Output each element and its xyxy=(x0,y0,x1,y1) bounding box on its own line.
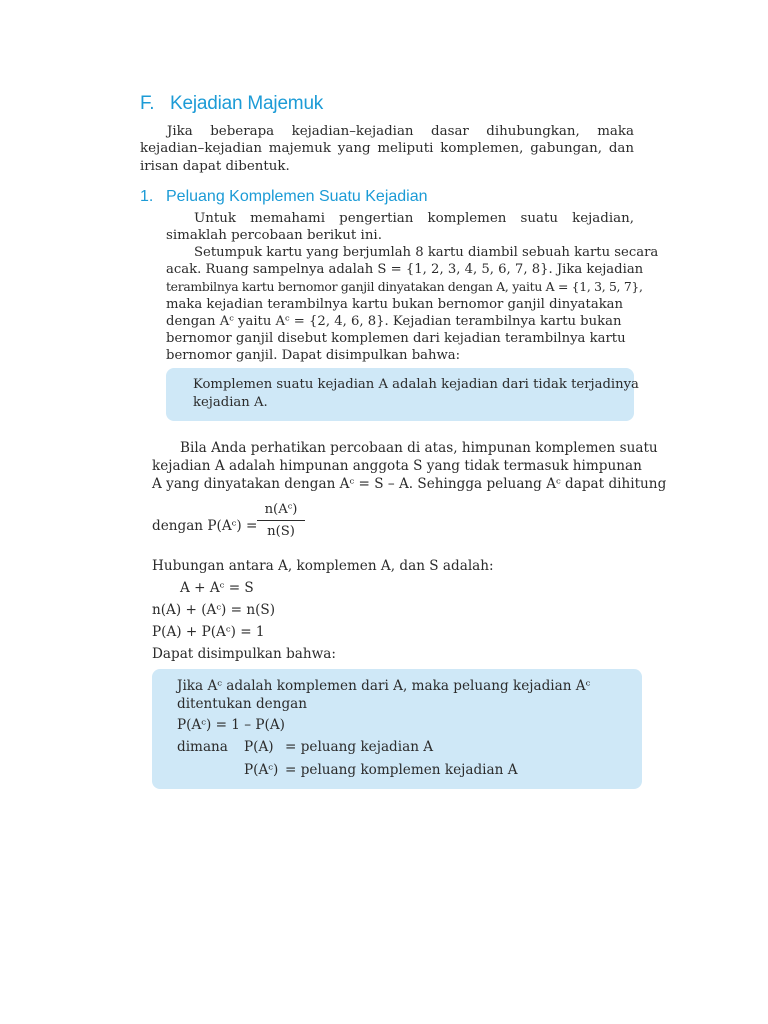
formula-prefix: dengan P(Aᶜ) = xyxy=(152,518,258,534)
relations-intro: Hubungan antara A, komplemen A, dan S adalah: xyxy=(152,558,494,574)
subsection-heading xyxy=(140,188,428,206)
formula-box-desc: = peluang kejadian A xyxy=(285,739,434,755)
fraction-numerator: n(Aᶜ) xyxy=(257,502,305,521)
paragraph-line: kejadian A adalah himpunan anggota S yang tidak termasuk himpunan xyxy=(152,458,642,474)
paragraph-line: Bila Anda perhatikan percobaan di atas, himpunan komplemen suatu xyxy=(180,440,658,456)
subsection-number: 1. xyxy=(140,188,154,205)
example-line: bernomor ganjil. Dapat disimpulkan bahwa: xyxy=(166,348,461,363)
example-line: bernomor ganjil disebut komplemen dari kejadian terambilnya kartu xyxy=(166,331,626,346)
formula-box-line: Jika Aᶜ adalah komplemen dari A, maka peluang kejadian Aᶜ xyxy=(177,678,591,694)
relation-equation: P(A) + P(Aᶜ) = 1 xyxy=(152,624,265,640)
formula-box-label: dimana xyxy=(177,739,228,755)
example-line: Setumpuk kartu yang berjumlah 8 kartu diambil sebuah kartu secara xyxy=(194,245,659,260)
complement-fraction xyxy=(257,502,305,539)
example-line: terambilnya kartu bernomor ganjil dinyatakan dengan A, yaitu A = {1, 3, 5, 7}, xyxy=(166,279,643,294)
formula-box-line: ditentukan dengan xyxy=(177,696,308,712)
formula-box-term: P(A) xyxy=(244,739,274,755)
section-title: Kejadian Majemuk xyxy=(170,93,324,114)
subsection-title: Peluang Komplemen Suatu Kejadian xyxy=(166,188,428,205)
relation-equation: A + Aᶜ = S xyxy=(180,580,254,596)
relation-equation: n(A) + (Aᶜ) = n(S) xyxy=(152,602,276,618)
formula-box-equation: P(Aᶜ) = 1 – P(A) xyxy=(177,717,285,733)
example-line: maka kejadian terambilnya kartu bukan bernomor ganjil dinyatakan xyxy=(166,297,624,312)
formula-box-term: P(Aᶜ) xyxy=(244,762,279,778)
example-line: dengan Aᶜ yaitu Aᶜ = {2, 4, 6, 8}. Kejadian terambilnya kartu bukan xyxy=(166,314,622,329)
formula-box-desc: = peluang komplemen kejadian A xyxy=(285,762,518,778)
paragraph-line: A yang dinyatakan dengan Aᶜ = S – A. Sehingga peluang Aᶜ dapat dihitung xyxy=(152,476,667,492)
definition-line: kejadian A. xyxy=(193,395,268,410)
fraction-denominator: n(S) xyxy=(267,524,295,539)
section-intro: Jika beberapa kejadian–kejadian dasar dihubungkan, maka kejadian–kejadian majemuk yang meliputi komplemen, gabungan, dan irisan dapat dibentuk. xyxy=(140,124,634,174)
subsection-intro: Untuk memahami pengertian komplemen suatu kejadian, simaklah percobaan berikut ini. xyxy=(166,211,634,244)
definition-line: Komplemen suatu kejadian A adalah kejadian dari tidak terjadinya xyxy=(193,377,639,392)
relations-conclusion: Dapat disimpulkan bahwa: xyxy=(152,646,336,662)
section-number: F. xyxy=(140,93,155,114)
section-heading xyxy=(140,93,323,115)
example-line: acak. Ruang sampelnya adalah S = {1, 2, 3, 4, 5, 6, 7, 8}. Jika kejadian xyxy=(166,262,644,277)
